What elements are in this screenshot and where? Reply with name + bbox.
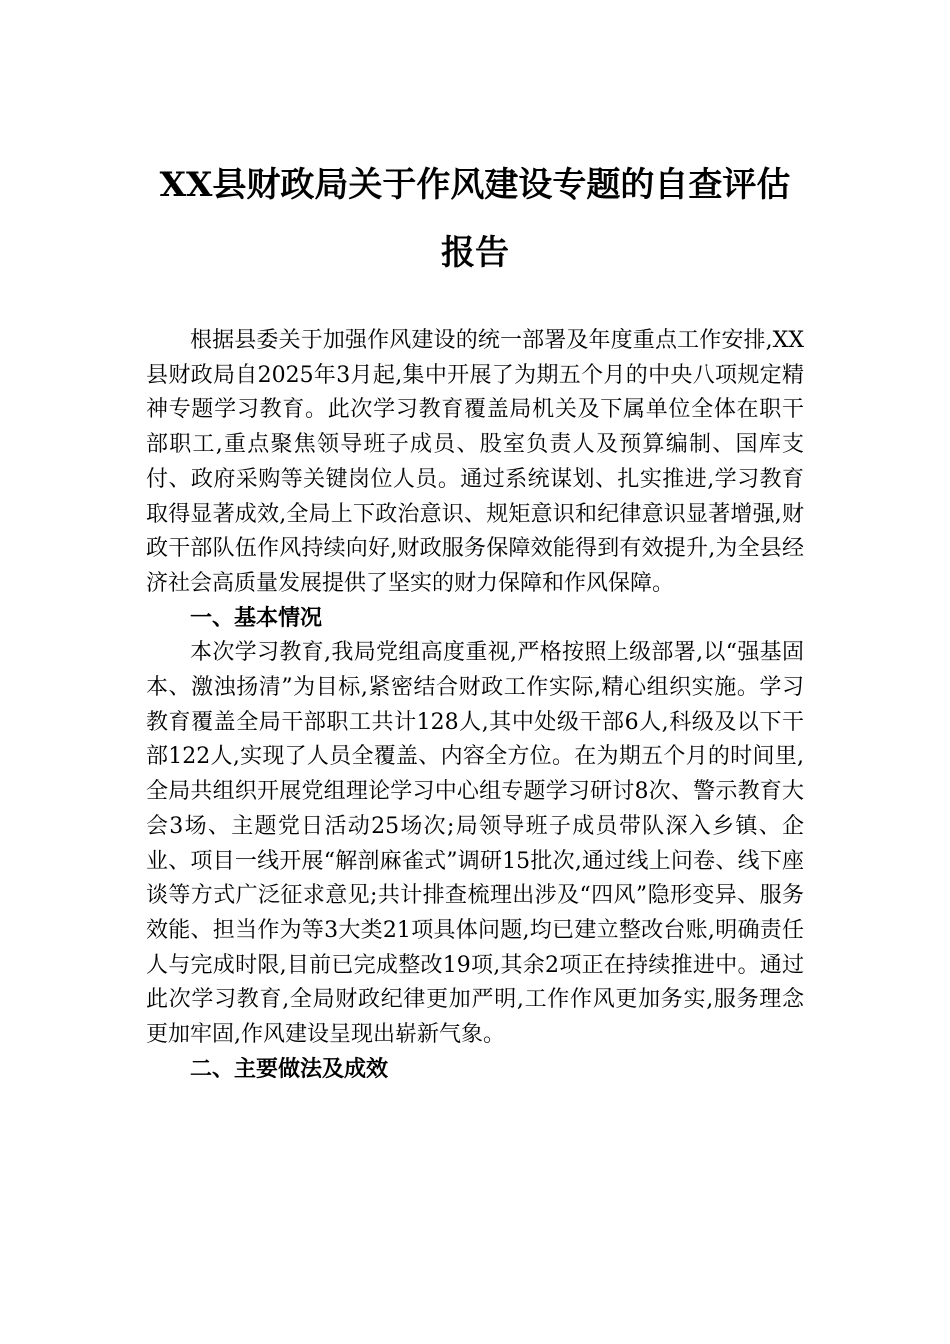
intro-paragraph: 根据县委关于加强作风建设的统一部署及年度重点工作安排,XX县财政局自2025年3月起,集中开展了为期五个月的中央八项规定精神专题学习教育。此次学习教育覆盖局机关及下属单位全体在职干部职工,重点聚焦领导班子成员、股室负责人及预算编制、国库支付、政府采购等关键岗位人员。通过系统谋划、扎实推进,学习教育取得显著成效,全局上下政治意识、规矩意识和纪律意识显著增强,财政干部队伍作风持续向好,财政服务保障效能得到有效提升,为全县经济社会高质量发展提供了坚实的财力保障和作风保障。 — [146, 328, 804, 596]
basic-situation-paragraph: 本次学习教育,我局党组高度重视,严格按照上级部署,以“强基固本、激浊扬清”为目标,紧密结合财政工作实际,精心组织实施。学习教育覆盖全局干部职工共计128人,其中处级干部6人,科级及以下干部122人,实现了人员全覆盖、内容全方位。在为期五个月的时间里,全局共组织开展党组理论学习中心组专题学习研讨8次、警示教育大会3场、主题党日活动25场次;局领导班子成员带队深入乡镇、企业、项目一线开展“解剖麻雀式”调研15批次,通过线上问卷、线下座谈等方式广泛征求意见;共计排查梳理出涉及“四风”隐形变异、服务效能、担当作为等3大类21项具体问题,均已建立整改台账,明确责任人与完成时限,目前已完成整改19项,其余2项正在持续推进中。通过此次学习教育,全局财政纪律更加严明,工作作风更加务实,服务理念更加牢固,作风建设呈现出崭新气象。 — [146, 640, 804, 1048]
section-heading-basic-situation: 一、基本情况 — [190, 605, 323, 631]
document-title-line-1: XX县财政局关于作风建设专题的自查评估 — [159, 165, 791, 205]
document-title-line-2: 报告 — [441, 233, 509, 273]
document-body — [146, 324, 804, 1087]
section-heading-main-practices: 二、主要做法及成效 — [190, 1056, 389, 1082]
